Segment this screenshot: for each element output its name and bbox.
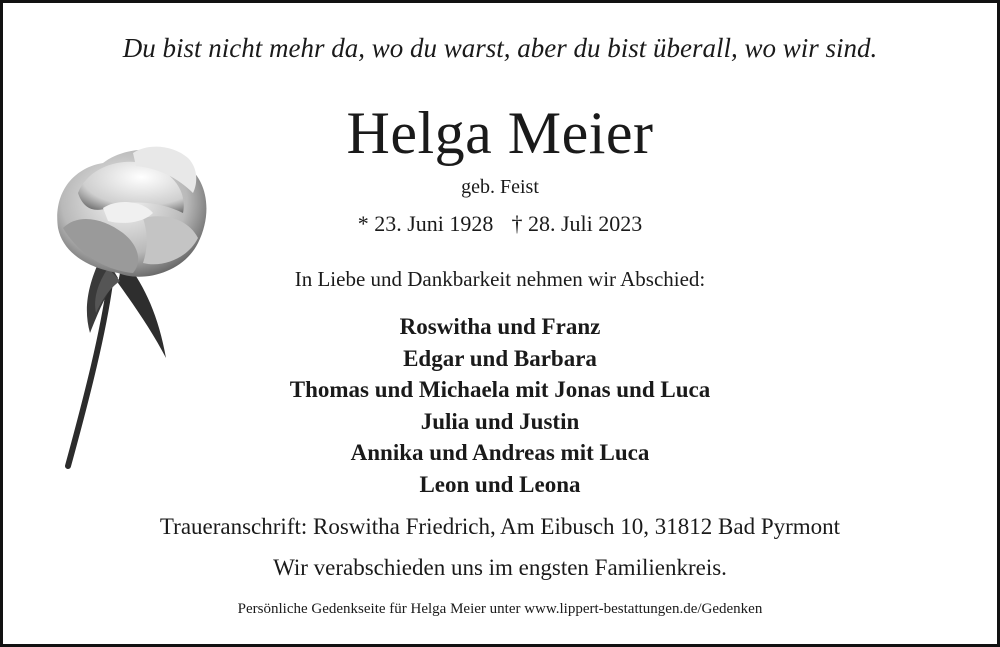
mourner-entry: Thomas und Michaela mit Jonas und Luca xyxy=(289,377,711,402)
mourners-list xyxy=(3,311,997,500)
birth-name: geb. Feist xyxy=(461,176,539,198)
mourner-entry: Edgar und Barbara xyxy=(403,345,597,371)
funeral-notice: Wir verabschieden uns im engsten Familienkreis. xyxy=(273,555,727,580)
mourning-address: Traueranschrift: Roswitha Friedrich, Am Eibusch 10, 31812 Bad Pyrmont xyxy=(159,514,841,539)
motto-quote: Du bist nicht mehr da, wo du warst, aber du bist überall, wo wir sind. xyxy=(122,33,878,63)
mourner-entry: Julia und Justin xyxy=(420,408,580,434)
mourner-entry: Leon und Leona xyxy=(419,471,581,497)
death-date: † 28. Juli 2023 xyxy=(511,211,643,236)
deceased-name: Helga Meier xyxy=(346,100,654,166)
memorial-page-line: Persönliche Gedenkseite für Helga Meier unter www.lippert-bestattungen.de/Gedenken xyxy=(237,601,763,617)
mourner-entry: Annika und Andreas mit Luca xyxy=(350,440,650,465)
farewell-line: In Liebe und Dankbarkeit nehmen wir Abschied: xyxy=(294,267,706,291)
mourner-entry: Roswitha und Franz xyxy=(399,314,601,339)
life-dates xyxy=(3,211,997,237)
birth-date: * 23. Juni 1928 xyxy=(357,211,494,236)
